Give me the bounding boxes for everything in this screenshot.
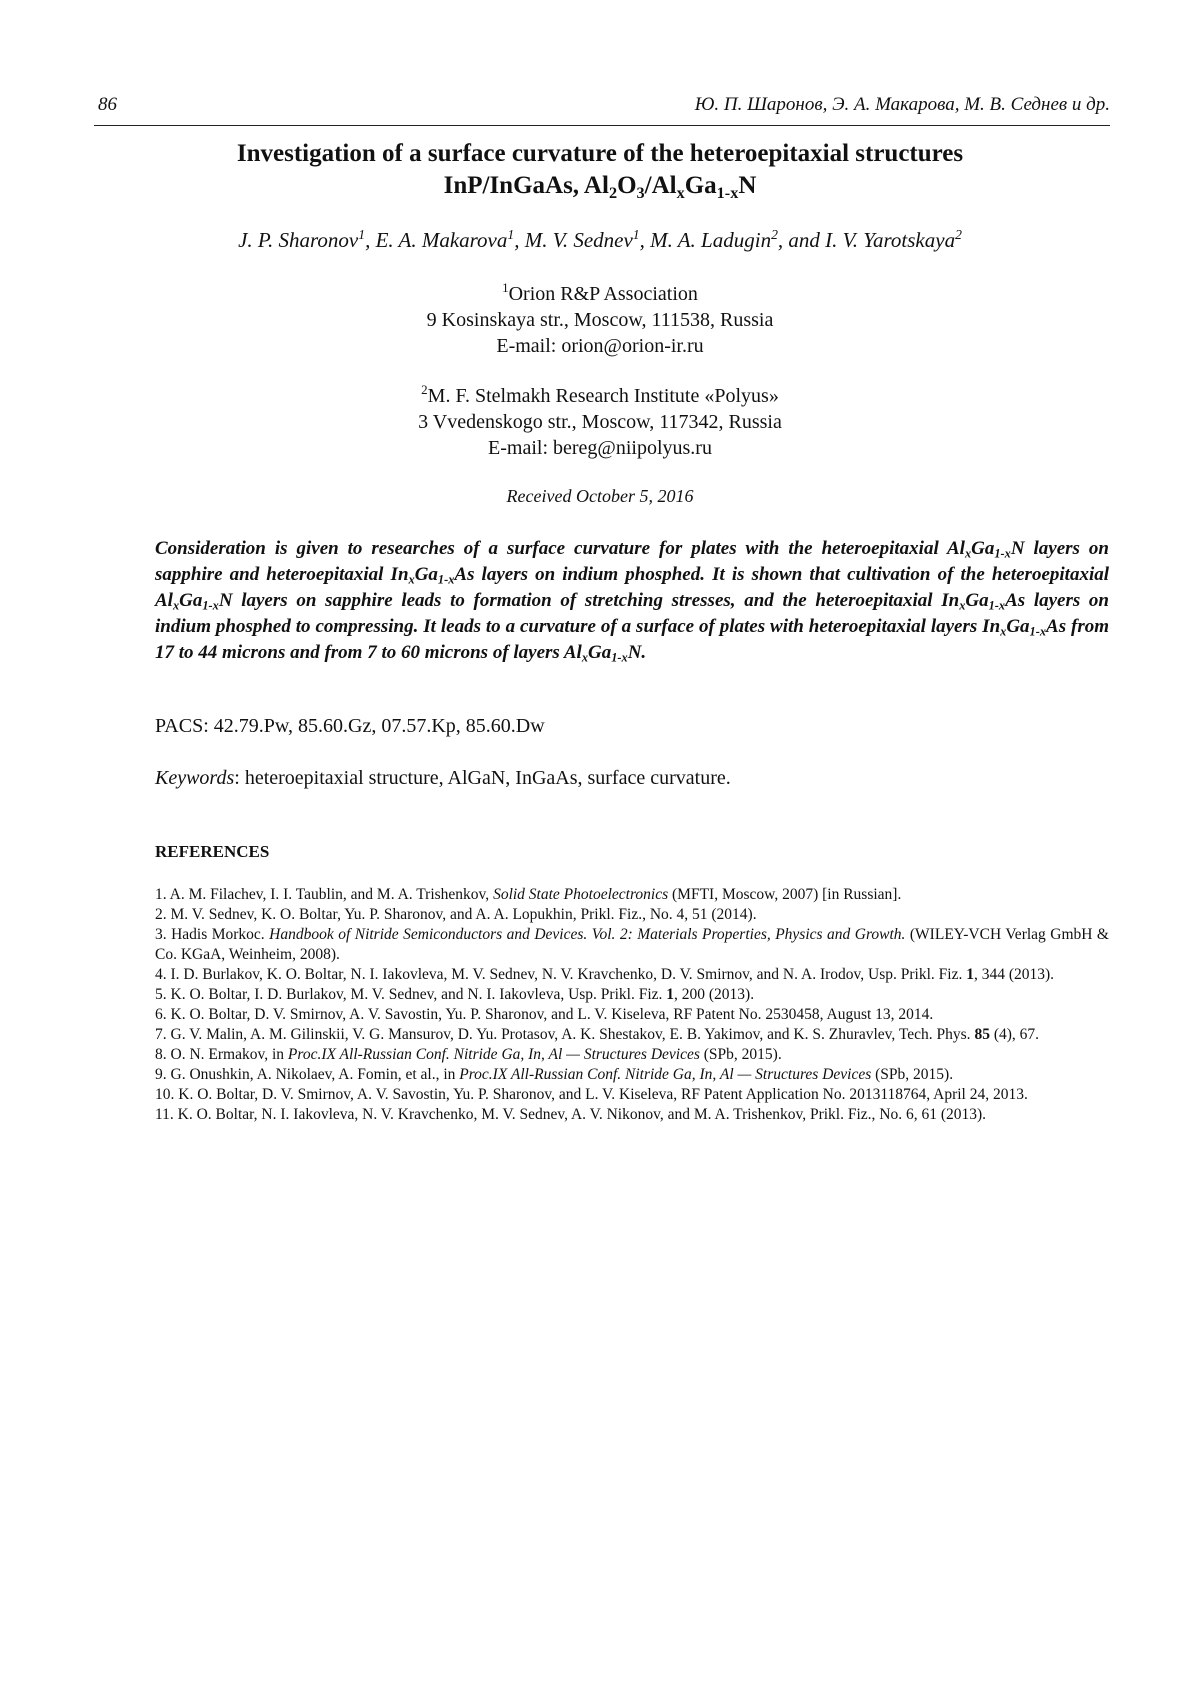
paper-title: [100, 138, 1100, 202]
reference-item: 8. O. N. Ermakov, in Proc.IX All-Russian Conf. Nitride Ga, In, Al — Structures Devices (SPb, 2015).: [155, 1046, 782, 1063]
affiliation-name: $^2$M. F. Stelmakh Research Institute «Polyus»: [421, 382, 779, 407]
reference-item: 7. G. V. Malin, A. M. Gilinskii, V. G. Mansurov, D. Yu. Protasov, A. K. Shestakov, E. B. Yakimov, and K. S. Zhuravlev, Tech. Phys. 85 (4), 67.: [155, 1026, 1040, 1043]
reference-item: 5. K. O. Boltar, I. D. Burlakov, M. V. Sednev, and N. I. Iakovleva, Usp. Prikl. Fiz. 1, 200 (2013).: [155, 986, 755, 1003]
page-number: 86: [98, 94, 117, 115]
affiliation-address: 3 Vvedenskogo str., Moscow, 117342, Russia: [418, 411, 782, 433]
pacs-codes: PACS: 42.79.Pw, 85.60.Gz, 07.57.Kp, 85.60.Dw: [155, 715, 545, 737]
reference-item: 1. A. M. Filachev, I. I. Taublin, and M. A. Trishenkov, Solid State Photoelectronics (MFTI, Moscow, 2007) [in Russian].: [155, 886, 902, 903]
reference-item: 6. K. O. Boltar, D. V. Smirnov, A. V. Savostin, Yu. P. Sharonov, and L. V. Kiseleva, RF Patent No. 2530458, August 13, 2014.: [155, 1006, 934, 1023]
abstract: Consideration is given to researches of a surface curvature for plates with the heteroepitaxial $Al_xGa_{1-x}N$ layers on sapphire and heteroepitaxial $In_xGa_{1-x}As$ layers on indium phosphed. It is shown that cultivation of the heteroepitaxial $Al_xGa_{1-x}N$ layers on sapphire leads to formation of stretching stresses, and the heteroepitaxial $In_xGa_{1-x}As$ layers on indium phosphed to compressing. It leads to a curvature of a surface of plates with heteroepitaxial layers $In_xGa_{1-x}As$ from 17 to 44 microns and from 7 to 60 microns of layers $Al_xGa_{1-x}N$.: [155, 538, 1110, 665]
reference-list: [155, 885, 1109, 1125]
reference-item: 2. M. V. Sednev, K. O. Boltar, Yu. P. Sharonov, and A. A. Lopukhin, Prikl. Fiz., No. 4, 51 (2014).: [155, 906, 757, 923]
affiliation-email: E-mail: bereg@niipolyus.ru: [488, 437, 712, 459]
header-rule: [94, 125, 1110, 126]
title-line-2: InP/InGaAs, $Al_2O_3/Al_xGa_{1-x}N$: [443, 172, 757, 202]
reference-item: 9. G. Onushkin, A. Nikolaev, A. Fomin, et al., in Proc.IX All-Russian Conf. Nitride Ga, In, Al — Structures Devices (SPb, 2015).: [155, 1066, 954, 1083]
affiliation-email: E-mail: orion@orion-ir.ru: [496, 335, 704, 357]
affiliation-mark: 2: [421, 382, 428, 398]
affiliation-address: 9 Kosinskaya str., Moscow, 111538, Russia: [426, 309, 774, 331]
affiliation-2: [100, 383, 1100, 461]
running-title: Ю. П. Шаронов, Э. А. Макарова, М. В. Седнев и др.: [694, 94, 1110, 115]
affiliation-1: [100, 281, 1100, 359]
keywords-label: Keywords: [155, 767, 235, 789]
references-heading: REFERENCES: [155, 842, 270, 861]
author-list: J. P. Sharonov$^1$, E. A. Makarova$^1$, M. V. Sednev$^1$, M. A. Ladugin$^2$, and I. V. Yarotskaya$^2$: [238, 226, 962, 252]
affiliation-mark: 1: [502, 280, 509, 296]
received-date: Received October 5, 2016: [506, 486, 694, 506]
title-line-1: Investigation of a surface curvature of the heteroepitaxial structures: [236, 140, 964, 167]
reference-item: 11. K. O. Boltar, N. I. Iakovleva, N. V. Kravchenko, M. V. Sednev, A. V. Nikonov, and M. A. Trishenkov, Prikl. Fiz., No. 6, 61 (2013).: [155, 1106, 987, 1123]
reference-item: 3. Hadis Morkoc. Handbook of Nitride Semiconductors and Devices. Vol. 2: Materials Properties, Physics and Growth. (WILEY-VCH Verlag GmbH & Co. KGaA, Weinheim, 2008).: [155, 926, 1109, 963]
affiliation-name: $^1$Orion R&P Association: [502, 280, 698, 305]
reference-item: 10. K. O. Boltar, D. V. Smirnov, A. V. Savostin, Yu. P. Sharonov, and L. V. Kiseleva, RF Patent Application No. 2013118764, April 24, 2013.: [155, 1086, 1028, 1103]
running-head: [96, 92, 1110, 120]
keywords-text: : heteroepitaxial structure, AlGaN, InGaAs, surface curvature.: [234, 767, 731, 789]
keywords: [155, 767, 731, 790]
reference-item: 4. I. D. Burlakov, K. O. Boltar, N. I. Iakovleva, M. V. Sednev, N. V. Kravchenko, D. V. Smirnov, and N. A. Irodov, Usp. Prikl. Fiz. 1, 344 (2013).: [155, 966, 1055, 983]
